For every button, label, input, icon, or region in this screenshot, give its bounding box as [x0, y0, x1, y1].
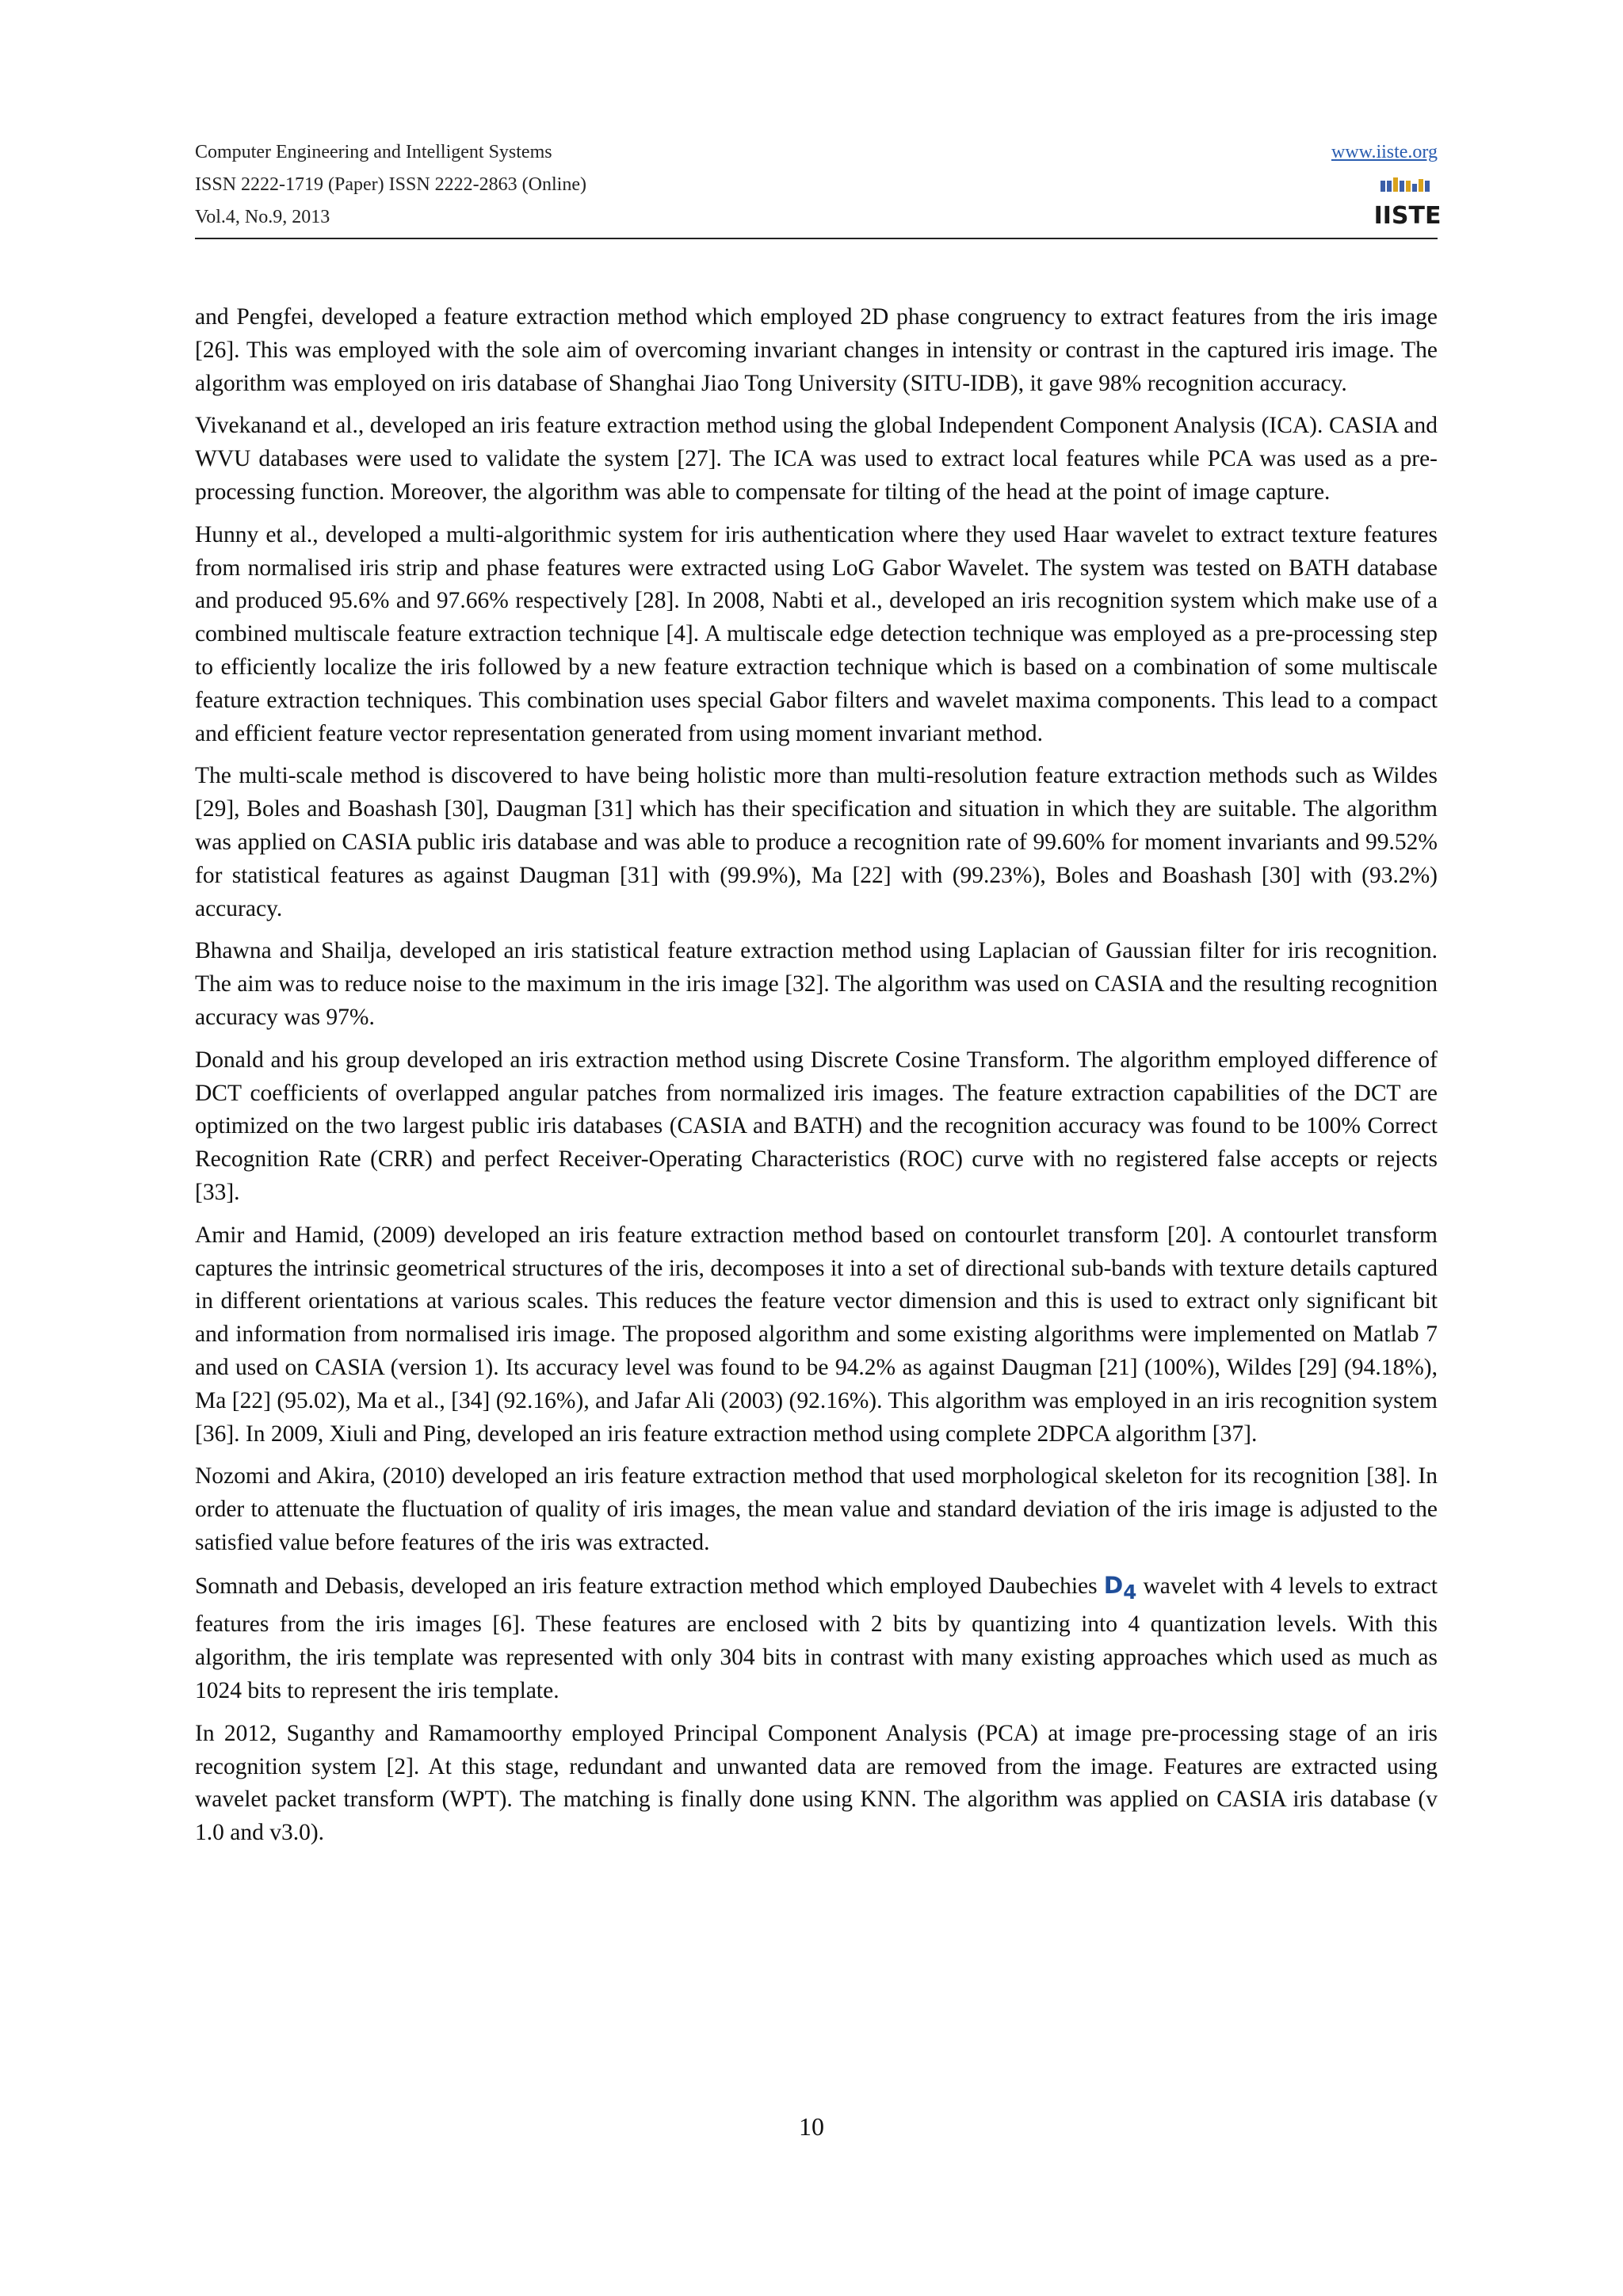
page-header — [195, 136, 1442, 238]
journal-title: Computer Engineering and Intelligent Systems — [195, 142, 552, 162]
iiste-logo-icon — [1373, 171, 1442, 231]
d4-subscript: 4 — [1123, 1580, 1137, 1604]
paragraph-3: Hunny et al., developed a multi-algorithmic system for iris authentication where they used Haar wavelet to extract texture features from normalised iris strip and phase features were extracted using LoG Gabor Wavelet. The system was tested on BATH database and produced 95.6% and 97.66% respectively [28]. In 2008, Nabti et al., developed an iris recognition system which make use of a combined multiscale feature extraction technique [4]. A multiscale edge detection technique was employed as a pre-processing step to efficiently localize the iris followed by a new feature extraction technique which is based on a combination of some multiscale feature extraction techniques. This combination uses special Gabor filters and wavelet maxima components. This lead to a compact and efficient feature vector representation generated from using moment invariant method. — [195, 521, 1438, 746]
d4-symbol — [1103, 1571, 1137, 1604]
logo-text: IISTE — [1373, 202, 1442, 230]
journal-volume: Vol.4, No.9, 2013 — [195, 207, 330, 227]
paragraph-4: The multi-scale method is discovered to have being holistic more than multi-resolution feature extraction methods such as Wildes [29], Boles and Boashash [30], Daugman [31] which has their specification and situation in which they are suitable. The algorithm was applied on CASIA public iris database and was able to produce a recognition rate of 99.60% for moment invariants and 99.52% for statistical features as against Daugman [31] with (99.9%), Ma [22] with (99.23%), Boles and Boashash [30] with (93.2%) accuracy. — [195, 763, 1438, 921]
paragraph-8: Nozomi and Akira, (2010) developed an iris feature extraction method that used morphological skeleton for its recognition [38]. In order to attenuate the fluctuation of quality of iris images, the mean value and standard deviation of the iris image is adjusted to the satisfied value before features of the iris was extracted. — [195, 1463, 1438, 1555]
article-body — [195, 301, 1438, 1859]
page-number: 10 — [799, 2112, 824, 2141]
paragraph-9-end: wavelet with 4 levels to extract features from the iris images [6]. These features are enclosed with 2 bits by quantizing into 4 quantization levels. With this algorithm, the iris template was represented with only 304 bits in contrast with many existing approaches which used as much as 1024 bits to represent the iris template. — [195, 1573, 1438, 1703]
paragraph-5: Bhawna and Shailja, developed an iris statistical feature extraction method using Laplacian of Gaussian filter for iris recognition. The aim was to reduce noise to the maximum in the iris image [32]. The algorithm was used on CASIA and the resulting recognition accuracy was 97%. — [195, 938, 1438, 1030]
paragraph-9 — [195, 1569, 1438, 1708]
header-divider — [195, 238, 1438, 239]
journal-issn: ISSN 2222-1719 (Paper) ISSN 2222-2863 (Online) — [195, 174, 586, 195]
paragraph-1: and Pengfei, developed a feature extraction method which employed 2D phase congruency to extract features from the iris image [26]. This was employed with the sole aim of overcoming invariant changes in intensity or contrast in the captured iris image. The algorithm was employed on iris database of Shanghai Jiao Tong University (SITU-IDB), it gave 98% recognition accuracy. — [195, 304, 1438, 396]
website-link[interactable]: www.iiste.org — [1331, 142, 1438, 162]
paragraph-2: Vivekanand et al., developed an iris feature extraction method using the global Independent Component Analysis (ICA). CASIA and WVU databases were used to validate the system [27]. The ICA was used to extract local features while PCA was used as a pre-processing function. Moreover, the algorithm was able to compensate for tilting of the head at the point of image capture. — [195, 413, 1438, 505]
paragraph-10: In 2012, Suganthy and Ramamoorthy employed Principal Component Analysis (PCA) at image pre-processing stage of an iris recognition system [2]. At this stage, redundant and unwanted data are removed from the image. Features are extracted using wavelet packet transform (WPT). The matching is finally done using KNN. The algorithm was applied on CASIA iris database (v 1.0 and v3.0). — [195, 1720, 1438, 1846]
paragraph-9-start: Somnath and Debasis, developed an iris feature extraction method which employed Daubechies — [195, 1573, 1104, 1599]
paragraph-7: Amir and Hamid, (2009) developed an iris feature extraction method based on contourlet transform [20]. A contourlet transform captures the intrinsic geometrical structures of the iris, decomposes it into a set of directional sub-bands with texture details captured in different orientations at various scales. This reduces the feature vector dimension and this is used to extract only significant bit and information from normalised iris image. The proposed algorithm and some existing algorithms were implemented on Matlab 7 and used on CASIA (version 1). Its accuracy level was found to be 94.2% as against Daugman [21] (100%), Wildes [29] (94.18%), Ma [22] (95.02), Ma et al., [34] (92.16%), and Jafar Ali (2003) (92.16%). This algorithm was employed in an iris recognition system [36]. In 2009, Xiuli and Ping, developed an iris feature extraction method using complete 2DPCA algorithm [37]. — [195, 1222, 1438, 1447]
d4-letter: D — [1103, 1571, 1124, 1599]
journal-info — [195, 136, 586, 234]
paragraph-6: Donald and his group developed an iris extraction method using Discrete Cosine Transform. The algorithm employed difference of DCT coefficients of overlapped angular patches from normalized iris images. The feature extraction capabilities of the DCT are optimized on the two largest public iris databases (CASIA and BATH) and the recognition accuracy was found to be 100% Correct Recognition Rate (CRR) and perfect Receiver-Operating Characteristics (ROC) curve with no registered false accepts or rejects [33]. — [195, 1047, 1438, 1205]
